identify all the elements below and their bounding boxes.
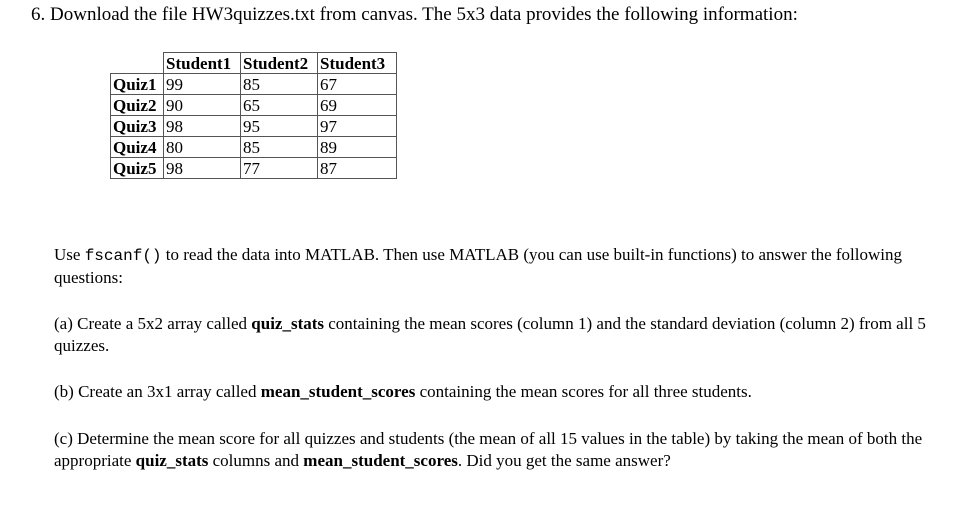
- part-c-pre: (c) Determine the mean score for all quizzes and students (the mean of all 15 values in the table) by taking the mean of both the appropriate: [54, 429, 923, 470]
- instructions-paragraph: [54, 244, 944, 289]
- part-c-paragraph: [54, 428, 944, 472]
- table-row: [111, 74, 397, 95]
- part-a-post: containing the mean scores (column 1) and the standard deviation (column 2) from all 5 quizzes.: [54, 314, 926, 355]
- part-a-variable: quiz_stats: [251, 314, 325, 333]
- column-header-student1: Student1: [164, 53, 241, 74]
- row-label-quiz2: Quiz2: [111, 95, 164, 116]
- instructions-post: to read the data into MATLAB. Then use MATLAB (you can use built-in functions) to answer the following questions:: [54, 245, 902, 287]
- part-a-pre: (a) Create a 5x2 array called: [54, 314, 252, 333]
- table-cell: 85: [241, 74, 318, 95]
- table-row: [111, 137, 397, 158]
- row-label-quiz5: Quiz5: [111, 158, 164, 179]
- table-row: [111, 158, 397, 179]
- table-cell: 98: [164, 158, 241, 179]
- table-cell: 99: [164, 74, 241, 95]
- part-b-pre: (b) Create an 3x1 array called: [54, 382, 261, 401]
- table-cell: 80: [164, 137, 241, 158]
- part-c-variable-1: quiz_stats: [135, 451, 209, 470]
- table-cell: 69: [318, 95, 397, 116]
- quiz-data-table: [110, 52, 397, 179]
- table-cell: 98: [164, 116, 241, 137]
- column-header-student3: Student3: [318, 53, 397, 74]
- column-header-student2: Student2: [241, 53, 318, 74]
- table-header-row: [111, 53, 397, 74]
- table-cell: 85: [241, 137, 318, 158]
- table-cell: 65: [241, 95, 318, 116]
- table-row: [111, 95, 397, 116]
- part-c-mid: columns and: [208, 451, 304, 470]
- table-cell: 89: [318, 137, 397, 158]
- table-row: [111, 116, 397, 137]
- part-b-variable: mean_student_scores: [260, 382, 416, 401]
- instructions-pre: Use: [54, 245, 85, 264]
- row-label-quiz3: Quiz3: [111, 116, 164, 137]
- part-c-post: . Did you get the same answer?: [457, 451, 671, 470]
- table-corner-cell: [111, 53, 164, 74]
- table-cell: 97: [318, 116, 397, 137]
- part-b-post: containing the mean scores for all three students.: [415, 382, 752, 401]
- question-heading: 6. Download the file HW3quizzes.txt from canvas. The 5x3 data provides the following information:: [31, 4, 798, 25]
- table-cell: 77: [241, 158, 318, 179]
- table-cell: 67: [318, 74, 397, 95]
- table-cell: 95: [241, 116, 318, 137]
- row-label-quiz1: Quiz1: [111, 74, 164, 95]
- part-a-paragraph: [54, 313, 944, 357]
- fscanf-code: fscanf(): [84, 247, 162, 265]
- part-c-variable-2: mean_student_scores: [303, 451, 458, 470]
- part-b-paragraph: [54, 381, 944, 403]
- table-cell: 90: [164, 95, 241, 116]
- row-label-quiz4: Quiz4: [111, 137, 164, 158]
- table-cell: 87: [318, 158, 397, 179]
